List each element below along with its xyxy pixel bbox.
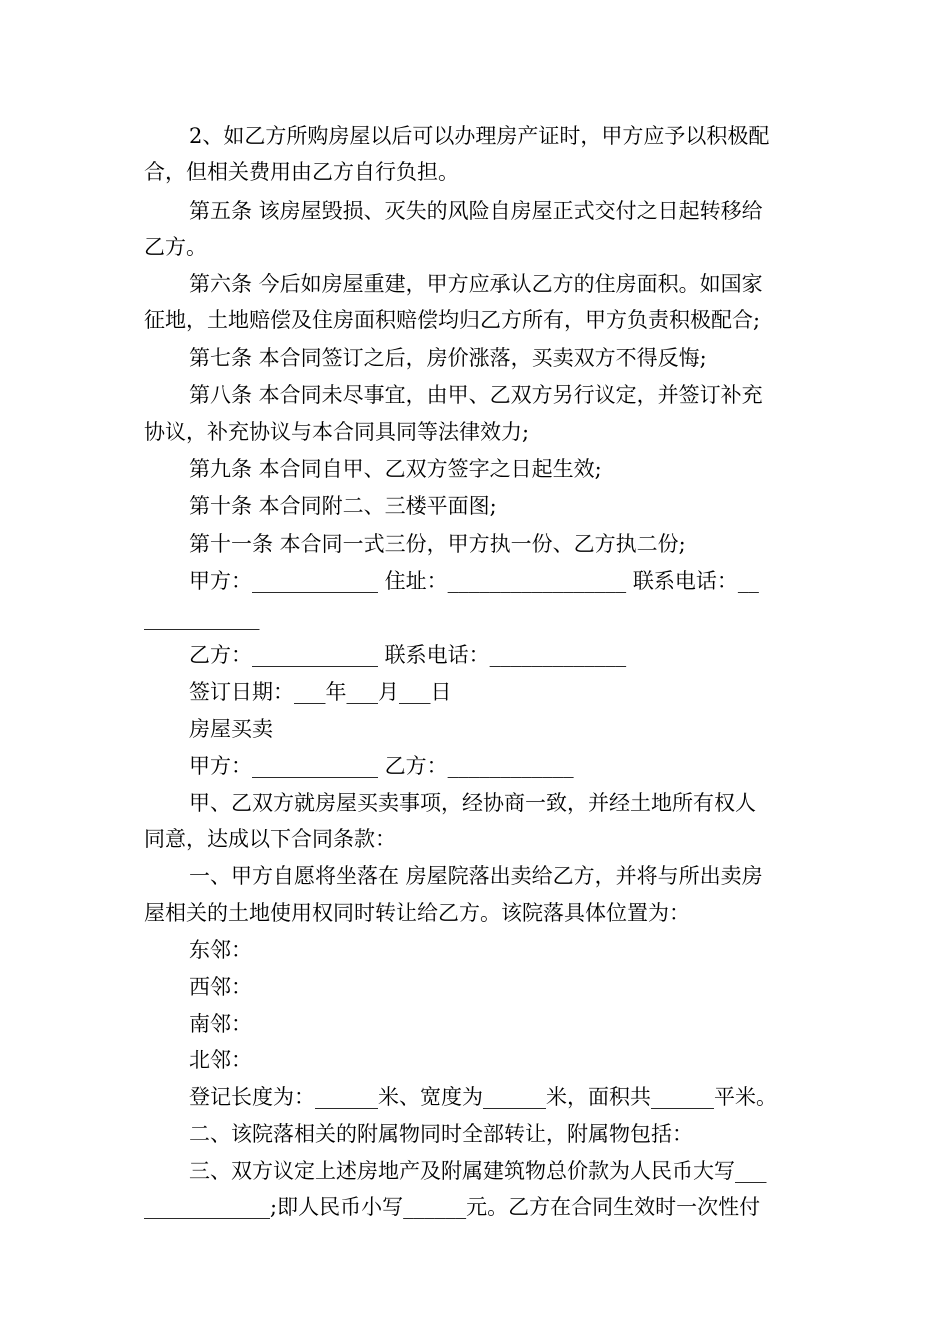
text-line: 甲方：____________ 住址：_________________ 联系电话：__: [189, 569, 759, 593]
text-line: 签订日期：___年___月___日: [189, 680, 452, 704]
text-line: 乙方：____________ 联系电话：_____________: [189, 643, 627, 667]
text-line: 合，但相关费用由乙方自行负担。: [144, 160, 459, 184]
text-line: 三、双方议定上述房地产及附属建筑物总价款为人民币大写___: [189, 1159, 767, 1183]
text-line: 第八条 本合同未尽事宜，由甲、乙双方另行议定，并签订补充: [189, 383, 763, 407]
text-line: 东邻：: [189, 938, 252, 962]
text-line: 南邻：: [189, 1012, 252, 1036]
text-line: 甲方：____________ 乙方：____________: [189, 754, 574, 778]
text-line: 登记长度为：______米、宽度为______米，面积共______平米。: [189, 1085, 777, 1109]
text-line: 2、如乙方所购房屋以后可以办理房产证时，甲方应予以积极配: [189, 124, 770, 148]
text-line: 第五条 该房屋毁损、灭失的风险自房屋正式交付之日起转移给: [189, 199, 763, 223]
text-line: 同意，达成以下合同条款：: [144, 827, 396, 851]
text-line: 乙方。: [144, 235, 207, 259]
text-line: 协议，补充协议与本合同具同等法律效力;: [144, 420, 530, 444]
text-line: 房屋买卖: [189, 717, 273, 741]
text-line: 二、该院落相关的附属物同时全部转让，附属物包括：: [189, 1122, 693, 1146]
text-line: ___________: [144, 606, 260, 630]
text-line: 西邻：: [189, 975, 252, 999]
text-line: 征地，土地赔偿及住房面积赔偿均归乙方所有，甲方负责积极配合;: [144, 308, 761, 332]
text-line: 第六条 今后如房屋重建，甲方应承认乙方的住房面积。如国家: [189, 272, 763, 296]
text-line: 第十一条 本合同一式三份，甲方执一份、乙方执二份;: [189, 532, 686, 556]
text-line: 屋相关的土地使用权同时转让给乙方。该院落具体位置为：: [144, 901, 690, 925]
text-line: 甲、乙双方就房屋买卖事项，经协商一致，并经土地所有权人: [189, 791, 756, 815]
text-line: 第七条 本合同签订之后，房价涨落，买卖双方不得反悔;: [189, 346, 707, 370]
text-line: 第九条 本合同自甲、乙双方签字之日起生效;: [189, 457, 602, 481]
text-line: 北邻：: [189, 1048, 252, 1072]
text-line: 一、甲方自愿将坐落在 房屋院落出卖给乙方，并将与所出卖房: [189, 864, 763, 888]
text-line: ____________;即人民币小写______元。乙方在合同生效时一次性付: [144, 1195, 761, 1219]
text-line: 第十条 本合同附二、三楼平面图;: [189, 494, 497, 518]
